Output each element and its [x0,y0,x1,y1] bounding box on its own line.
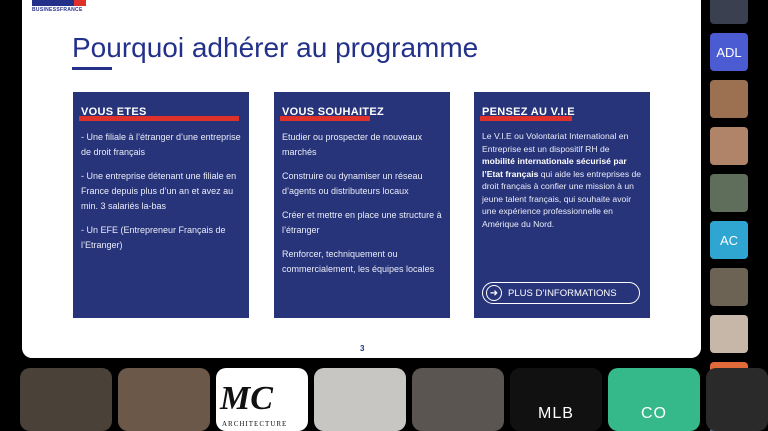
logo-subtitle: ARCHITECTURE [222,420,288,428]
card-heading: VOUS SOUHAITEZ [282,106,384,120]
participant-tile[interactable] [710,221,748,259]
participants-sidebar [710,0,750,431]
participant-tile[interactable] [710,174,748,212]
participant-tile[interactable] [412,368,504,431]
more-info-button[interactable] [482,282,640,304]
participant-initials: CO [641,404,667,422]
participant-tile[interactable] [710,315,748,353]
participant-tile[interactable] [118,368,210,431]
business-france-logo: BUSINESSFRANCE [32,0,98,14]
title-underline [72,67,112,70]
card-heading: VOUS ETES [81,106,147,120]
participant-tile[interactable] [710,33,748,71]
card-item: Construire ou dynamiser un réseau d’agents ou distributeurs locaux [282,171,423,196]
card-vous-souhaitez [274,92,450,318]
participant-tile[interactable] [710,80,748,118]
participant-initials: MLB [538,404,574,422]
participant-initials: AC [719,232,739,248]
participant-tile[interactable] [20,368,112,431]
more-info-label: PLUS D’INFORMATIONS [508,287,617,299]
card-item: - Une entreprise détenant une filiale en France depuis plus d’un an et avez au min. 3 salariés la-bas [81,171,237,211]
participant-tile[interactable] [710,268,748,306]
card-item: Créer et mettre en place une structure à l’étranger [282,210,442,235]
page-number: 3 [360,344,365,353]
participant-tile[interactable] [216,368,308,431]
card-item: - Une filiale à l’étranger d’une entreprise de droit français [81,132,241,157]
participants-bottom-strip [0,368,768,431]
shared-slide [22,0,701,358]
slide-title: Pourquoi adhérer au programme [72,32,479,63]
arrow-right-circle-icon: ➜ [486,285,502,301]
card-item: - Un EFE (Entrepreneur Français de l’Etranger) [81,225,226,250]
card-heading: PENSEZ AU V.I.E [482,106,575,120]
vie-description: Le V.I.E ou Volontariat International en Entreprise est un dispositif RH de mobilité internationale sécurisé par l’Etat français qui aide les entreprises de droit français à confier une mission à un jeune talent français, qui souhaite avoir une expérience professionnelle en Amérique du Nord. [482,131,642,229]
participant-tile[interactable] [710,0,748,24]
card-vous-etes [73,92,249,318]
card-item: Renforcer, techniquement ou commercialement, les équipes locales [282,249,435,274]
card-pensez-au-vie [474,92,650,318]
card-item: Etudier ou prospecter de nouveaux marchés [282,132,423,157]
participant-initials: ADL [716,44,742,60]
participant-tile[interactable] [706,368,768,431]
participant-tile[interactable] [510,368,602,431]
mc-architecture-logo: MC [220,380,273,417]
participant-tile[interactable] [314,368,406,431]
participant-tile[interactable] [608,368,700,431]
participant-tile[interactable] [710,127,748,165]
